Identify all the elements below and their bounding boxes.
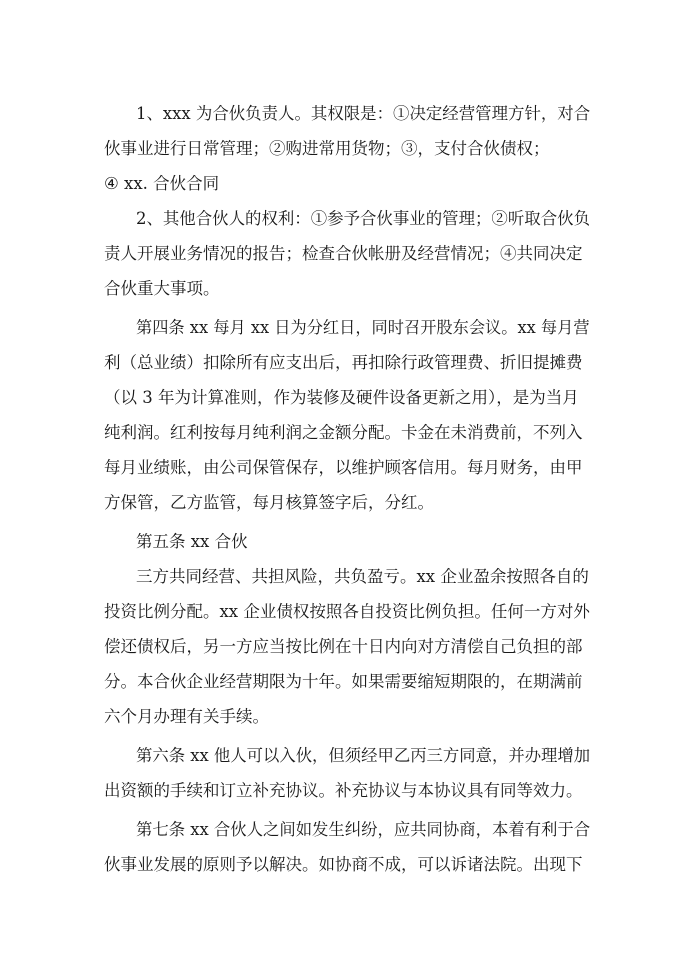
text-line: 伙事业发展的原则予以解决。如协商不成，可以诉诸法院。出现下 <box>104 855 583 874</box>
text-line: 1、xxx 为合伙负责人。其权限是：①决定经营管理方针，对合 <box>136 104 591 123</box>
text-line: 第五条 xx 合伙 <box>136 532 248 551</box>
text-line: 三方共同经营、共担风险，共负盈亏。xx 企业盈余按照各自的 <box>136 567 589 586</box>
text-line: 第六条 xx 他人可以入伙，但须经甲乙丙三方同意，并办理增加 <box>136 746 591 765</box>
text-line: 方保管，乙方监管，每月核算签字后，分红。 <box>104 493 434 512</box>
text-line: 分。本合伙企业经营期限为十年。如果需要缩短期限的，在期满前 <box>104 672 583 691</box>
text-line: 六个月办理有关手续。 <box>104 707 269 726</box>
text-line: 纯利润。红利按每月纯利润之金额分配。卡金在未消费前，不列入 <box>104 423 583 442</box>
text-line: 每月业绩账，由公司保管保存，以维护顾客信用。每月财务，由甲 <box>104 458 583 477</box>
text-line: 第四条 xx 每月 xx 日为分红日，同时召开股东会议。xx 每月营 <box>136 318 590 337</box>
text-line: 投资比例分配。xx 企业债权按照各自投资比例负担。任何一方对外 <box>104 602 590 621</box>
text-line: 责人开展业务情况的报告；检查合伙帐册及经营情况；④共同决定 <box>104 244 583 263</box>
text-line: 第七条 xx 合伙人之间如发生纠纷，应共同协商，本着有利于合 <box>136 820 591 839</box>
text-line: 2、其他合伙人的权利：①参予合伙事业的管理；②听取合伙负 <box>136 209 590 228</box>
text-line: （以 3 年为计算准则，作为装修及硬件设备更新之用），是为当月 <box>104 388 579 407</box>
text-line: 合伙重大事项。 <box>104 279 220 298</box>
text-line: 偿还债权后，另一方应当按比例在十日内向对方清偿自己负担的部 <box>104 637 583 656</box>
text-line: 伙事业进行日常管理；②购进常用货物；③，支付合伙债权； <box>104 139 550 158</box>
text-line: 利（总业绩）扣除所有应支出后，再扣除行政管理费、折旧提摊费 <box>104 353 583 372</box>
text-line: ④ xx. 合伙合同 <box>104 174 220 193</box>
text-line: 出资额的手续和订立补充协议。补充协议与本协议具有同等效力。 <box>104 781 583 800</box>
